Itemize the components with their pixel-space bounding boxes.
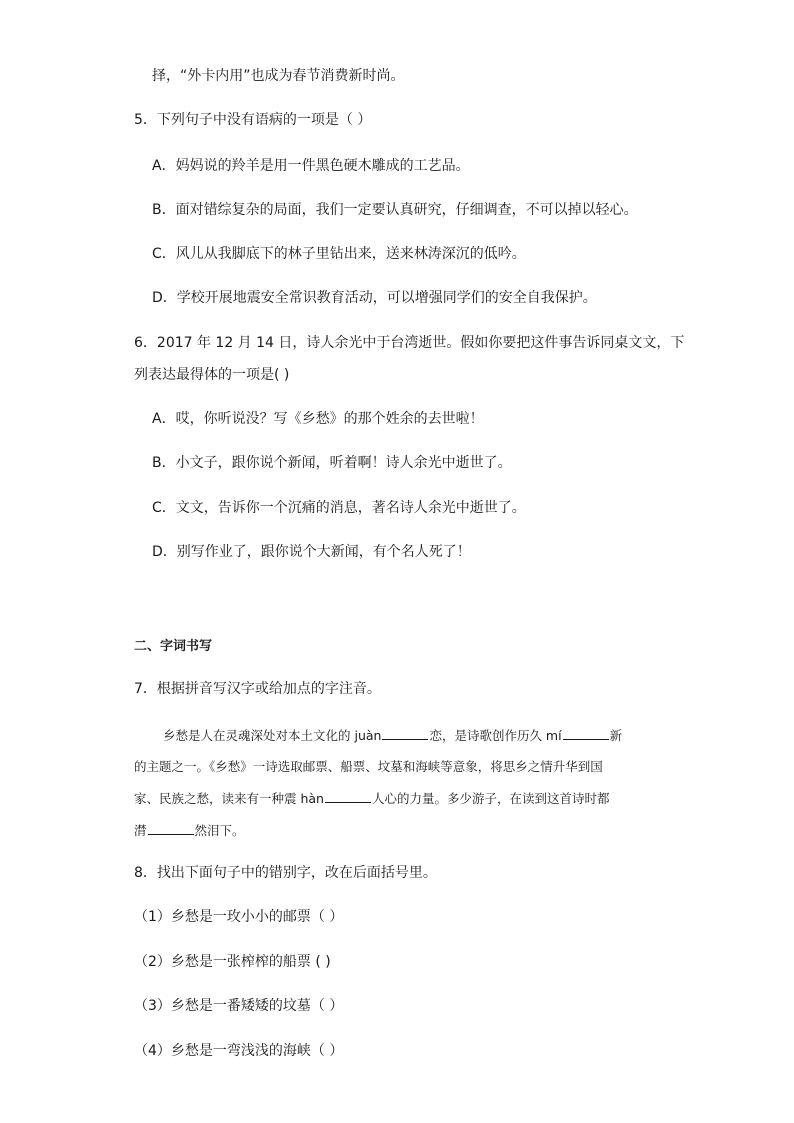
- q7-passage-line-1: [163, 726, 622, 745]
- q5-stem: 5．下列句子中没有语病的一项是（ ）: [134, 112, 372, 128]
- q7-passage-text: 恋，是诗歌创作历久 mí: [429, 728, 562, 743]
- q5-option-b: B．面对错综复杂的局面，我们一定要认真研究，仔细调查，不可以掉以轻心。: [152, 202, 638, 218]
- q7-passage-text: 新: [609, 728, 623, 743]
- answer-blank[interactable]: [148, 821, 194, 835]
- answer-blank[interactable]: [325, 789, 371, 803]
- q6-option-b: B．小文子，跟你说个新闻，听着啊！诗人余光中逝世了。: [152, 455, 512, 471]
- q8-item-1: （1）乡愁是一玫小小的邮票（ ）: [134, 909, 344, 925]
- q7-passage-text: 乡愁是人在灵魂深处对本土文化的 juàn: [163, 728, 382, 743]
- section-heading: 二、字词书写: [134, 639, 213, 654]
- q5-option-a: A．妈妈说的羚羊是用一件黑色硬木雕成的工艺品。: [152, 158, 470, 174]
- q7-passage-text: 人心的力量。多少游子，在读到这首诗时都: [371, 791, 610, 806]
- answer-blank[interactable]: [382, 726, 428, 740]
- q6-option-a: A．哎，你听说没？写《乡愁》的那个姓余的去世啦！: [152, 411, 484, 427]
- continuation-text: 择，“外卡内用”也成为春节消费新时尚。: [152, 68, 405, 84]
- answer-blank[interactable]: [563, 726, 609, 740]
- q6-option-c: C．文文，告诉你一个沉痛的消息，著名诗人余光中逝世了。: [152, 500, 526, 516]
- q8-item-4: （4）乡愁是一弯浅浅的海峡（ ）: [134, 1043, 344, 1059]
- q7-passage-line-2: 的主题之一。《乡愁》一诗选取邮票、船票、坟墓和海峡等意象，将思乡之情升华到国: [134, 759, 603, 774]
- q7-passage-text: 然泪下。: [194, 823, 245, 838]
- q6-option-d: D．别写作业了，跟你说个大新闻，有个名人死了！: [152, 544, 471, 560]
- q7-stem: 7．根据拼音写汉字或给加点的字注音。: [134, 681, 381, 697]
- q7-passage-text: 家、民族之愁，读来有一种震 hàn: [134, 791, 324, 806]
- q7-passage-line-3: [134, 789, 610, 808]
- q6-stem-line-2: 列表达最得体的一项是( ): [134, 367, 290, 383]
- q5-option-d: D．学校开展地震安全常识教育活动，可以增强同学们的安全自我保护。: [152, 290, 597, 306]
- q6-stem-line-1: 6．2017 年 12 月 14 日，诗人余光中于台湾逝世。假如你要把这件事告诉同桌文文，下: [134, 335, 685, 351]
- q5-option-c: C．风儿从我脚底下的林子里钻出来，送来林涛深沉的低吟。: [152, 246, 526, 262]
- q7-passage-line-4: [134, 821, 245, 840]
- q8-stem: 8．找出下面句子中的错别字，改在后面括号里。: [134, 865, 437, 881]
- q8-item-3: （3）乡愁是一番矮矮的坟墓（ ）: [134, 998, 344, 1014]
- q8-item-2: （2）乡愁是一张榨榨的船票 ( ): [134, 954, 331, 970]
- q7-passage-text: 潸: [134, 823, 147, 838]
